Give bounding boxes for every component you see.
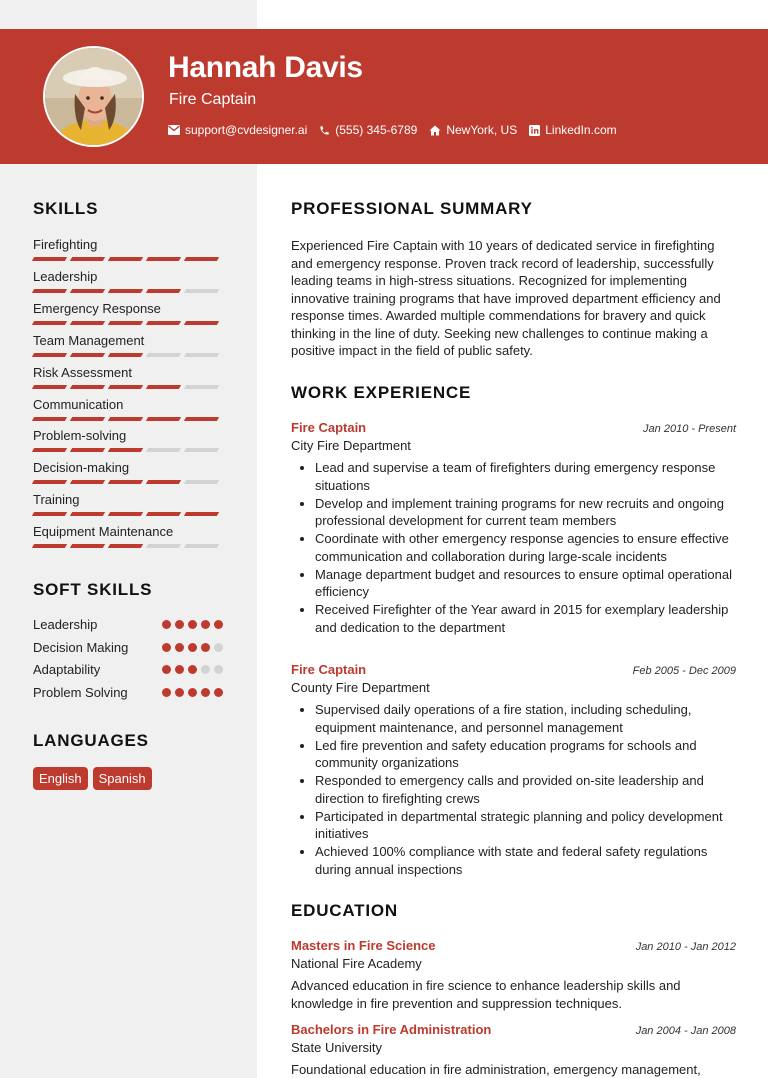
skill-item <box>33 365 223 389</box>
skill-bar-segment <box>184 512 219 516</box>
education-desc: Advanced education in fire science to enhance leadership skills and knowledge in fire prevention and suppression techniques. <box>291 978 681 1011</box>
skill-bar-segment <box>184 417 219 421</box>
list-item: • Develop and implement training programs for new recruits and ongoing professional development for current team members <box>315 495 736 530</box>
skill-bar-segment <box>184 385 219 389</box>
job-bullets <box>291 459 736 637</box>
skill-bar-segment <box>184 480 219 484</box>
rating-dot <box>201 688 210 697</box>
skill-name: Team Management <box>33 332 145 348</box>
education-heading: EDUCATION <box>291 901 398 920</box>
rating-dot <box>162 688 171 697</box>
skill-bar-segment <box>184 321 219 325</box>
skill-bar-segment <box>146 289 181 293</box>
skill-level-bar <box>33 257 223 261</box>
skill-bar-segment <box>70 353 105 357</box>
skill-bar-segment <box>32 417 67 421</box>
soft-skill-rating <box>158 665 223 674</box>
skill-bar-segment <box>108 512 143 516</box>
rating-dot <box>201 643 210 652</box>
skill-bar-segment <box>146 257 181 261</box>
envelope-icon <box>168 125 180 135</box>
job-org: County Fire Department <box>291 680 430 695</box>
skill-bar-segment <box>32 289 67 293</box>
skill-name: Communication <box>33 396 124 412</box>
skill-bar-segment <box>108 385 143 389</box>
rating-dot <box>162 643 171 652</box>
skill-bar-segment <box>146 544 181 548</box>
skill-bar-segment <box>70 289 105 293</box>
rating-dot <box>175 688 184 697</box>
contact-row <box>168 123 629 137</box>
skill-bar-segment <box>70 321 105 325</box>
skill-item <box>33 524 223 548</box>
linkedin-icon <box>529 125 540 136</box>
rating-dot <box>188 620 197 629</box>
soft-skills-heading: SOFT SKILLS <box>33 580 153 599</box>
skill-item <box>33 269 223 293</box>
skill-bar-segment <box>146 321 181 325</box>
skill-bar-segment <box>70 417 105 421</box>
skill-level-bar <box>33 544 223 548</box>
home-icon <box>429 125 441 136</box>
soft-skill-item <box>33 640 223 655</box>
list-item: • Participated in departmental strategic planning and policy development initiatives <box>315 808 736 843</box>
skill-bar-segment <box>70 512 105 516</box>
languages-list <box>33 767 157 790</box>
skills-heading: SKILLS <box>33 199 99 218</box>
skill-bar-segment <box>70 385 105 389</box>
rating-dot <box>188 688 197 697</box>
skill-item <box>33 492 223 516</box>
contact-location <box>429 123 517 137</box>
skill-name: Firefighting <box>33 237 98 252</box>
skill-level-bar <box>33 385 223 389</box>
soft-skill-item <box>33 685 223 700</box>
skill-bar-segment <box>146 512 181 516</box>
education-desc: Foundational education in fire administration, emergency management, <box>291 1062 701 1077</box>
skill-bar-segment <box>108 257 143 261</box>
skill-bar-segment <box>70 448 105 452</box>
skill-bar-segment <box>184 353 219 357</box>
job-title: Fire Captain <box>291 662 367 677</box>
skill-item <box>33 397 223 421</box>
phone-text: (555) 345-6789 <box>335 123 418 137</box>
location-text: NewYork, US <box>446 123 518 137</box>
soft-skill-item <box>33 617 223 632</box>
skill-bar-segment <box>146 385 181 389</box>
skill-level-bar <box>33 512 223 516</box>
rating-dot <box>188 665 197 674</box>
soft-skill-rating <box>158 620 223 629</box>
skill-bar-segment <box>108 289 143 293</box>
list-item: • Coordinate with other emergency response agencies to ensure effective communication and collaboration during large-scale incidents <box>315 530 736 565</box>
list-item: • Lead and supervise a team of firefighters during emergency response situations <box>315 459 736 494</box>
list-item: • Received Firefighter of the Year award in 2015 for exemplary leadership and dedication to the department <box>315 601 736 636</box>
skill-bar-segment <box>108 544 143 548</box>
degree-title: Bachelors in Fire Administration <box>291 1022 492 1037</box>
contact-phone[interactable] <box>319 123 417 137</box>
soft-skill-name: Decision Making <box>33 639 129 655</box>
job-date: Jan 2010 - Present <box>643 423 736 435</box>
rating-dot <box>175 620 184 629</box>
skill-item <box>33 333 223 357</box>
soft-skill-rating <box>158 643 223 652</box>
skill-bar-segment <box>108 321 143 325</box>
summary-text: Experienced Fire Captain with 10 years of dedicated service in firefighting and emergency response. Proven track record of leadership, successfully leading teams in high-stress situations. Recognized for implementing innovative training programs that have improved department efficiency and response times. Awarded multiple commendations for bravery and quick thinking in the line of duty. Seeking new challenges to continue making a positive impact in the field of public safety. <box>291 238 721 358</box>
job-org: City Fire Department <box>291 438 411 453</box>
skill-bar-segment <box>32 544 67 548</box>
linkedin-text: LinkedIn.com <box>545 123 617 137</box>
skill-bar-segment <box>108 448 143 452</box>
languages-heading: LANGUAGES <box>33 731 149 750</box>
rating-dot <box>162 620 171 629</box>
skill-name: Training <box>33 492 80 508</box>
skill-level-bar <box>33 289 223 293</box>
phone-icon <box>319 125 330 136</box>
job-title: Fire Captain <box>291 420 367 435</box>
header-banner <box>0 29 768 164</box>
soft-skill-item <box>33 662 223 677</box>
education-date: Jan 2010 - Jan 2012 <box>635 941 736 953</box>
rating-dot <box>214 620 223 629</box>
skill-bar-segment <box>32 385 67 389</box>
candidate-role: Fire Captain <box>169 91 257 108</box>
education-date: Jan 2004 - Jan 2008 <box>635 1025 736 1037</box>
skill-bar-segment <box>184 448 219 452</box>
list-item: • Supervised daily operations of a fire station, including scheduling, equipment maintenance, and personnel management <box>315 701 736 736</box>
skill-level-bar <box>33 353 223 357</box>
soft-skill-name: Adaptability <box>33 662 101 677</box>
skill-bar-segment <box>32 480 67 484</box>
job-entry <box>291 420 736 637</box>
skill-item <box>33 237 223 261</box>
summary-heading: PROFESSIONAL SUMMARY <box>291 199 533 218</box>
rating-dot <box>201 665 210 674</box>
language-tag: Spanish <box>93 767 152 790</box>
skill-bar-segment <box>184 544 219 548</box>
education-entry <box>291 938 736 1012</box>
list-item: • Achieved 100% compliance with state and federal safety regulations during annual inspections <box>315 843 736 878</box>
skill-name: Problem-solving <box>33 428 127 444</box>
skill-level-bar <box>33 480 223 484</box>
skill-level-bar <box>33 417 223 421</box>
skill-name: Equipment Maintenance <box>33 524 174 540</box>
list-item: • Manage department budget and resources to ensure optimal operational efficiency <box>315 566 736 601</box>
skill-bar-segment <box>108 353 143 357</box>
soft-skill-name: Leadership <box>33 617 98 632</box>
rating-dot <box>214 688 223 697</box>
skill-item <box>33 301 223 325</box>
skill-bar-segment <box>70 544 105 548</box>
skill-bar-segment <box>70 257 105 261</box>
skill-bar-segment <box>184 257 219 261</box>
soft-skill-rating <box>158 688 223 697</box>
language-tag: English <box>33 767 88 790</box>
rating-dot <box>214 643 223 652</box>
skill-bar-segment <box>32 448 67 452</box>
skill-name: Decision-making <box>33 460 130 476</box>
skill-bar-segment <box>32 321 67 325</box>
skill-bar-segment <box>146 417 181 421</box>
skill-bar-segment <box>70 480 105 484</box>
skill-bar-segment <box>108 480 143 484</box>
skill-bar-segment <box>184 289 219 293</box>
job-entry <box>291 662 736 879</box>
rating-dot <box>162 665 171 674</box>
work-heading: WORK EXPERIENCE <box>291 383 472 402</box>
skill-bar-segment <box>32 257 67 261</box>
soft-skill-name: Problem Solving <box>33 684 128 700</box>
avatar <box>43 46 144 147</box>
skill-bar-segment <box>108 417 143 421</box>
skill-name: Risk Assessment <box>33 364 132 380</box>
school-name: State University <box>291 1040 383 1055</box>
rating-dot <box>175 643 184 652</box>
skill-bar-segment <box>32 512 67 516</box>
skill-bar-segment <box>146 480 181 484</box>
skill-name: Emergency Response <box>33 300 161 316</box>
list-item: • Led fire prevention and safety education programs for schools and community organizations <box>315 737 736 772</box>
candidate-name: Hannah Davis <box>168 51 363 84</box>
email-text: support@cvdesigner.ai <box>185 123 308 137</box>
school-name: National Fire Academy <box>291 956 422 971</box>
job-bullets <box>291 701 736 879</box>
skill-level-bar <box>33 448 223 452</box>
skill-bar-segment <box>146 448 181 452</box>
contact-email[interactable] <box>168 123 307 137</box>
rating-dot <box>201 620 210 629</box>
degree-title: Masters in Fire Science <box>291 938 436 953</box>
skill-name: Leadership <box>33 268 98 284</box>
rating-dot <box>188 643 197 652</box>
skill-bar-segment <box>146 353 181 357</box>
contact-linkedin[interactable] <box>529 123 616 137</box>
skill-item <box>33 460 223 484</box>
job-date: Feb 2005 - Dec 2009 <box>632 665 736 677</box>
skill-level-bar <box>33 321 223 325</box>
rating-dot <box>175 665 184 674</box>
rating-dot <box>214 665 223 674</box>
list-item: • Responded to emergency calls and provided on-site leadership and direction to firefighting crews <box>315 772 736 807</box>
education-entry <box>291 1022 736 1078</box>
skill-item <box>33 428 223 452</box>
skill-bar-segment <box>32 353 67 357</box>
